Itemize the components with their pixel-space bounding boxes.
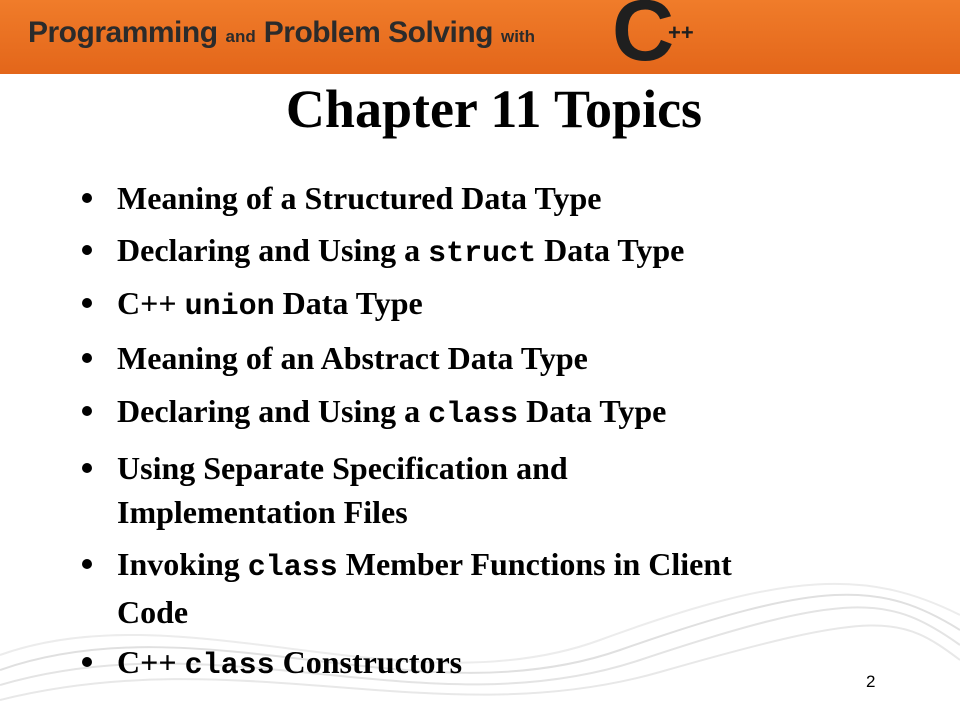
topic-segment: Data Type (274, 285, 423, 321)
logo-plus: ++ (668, 20, 694, 45)
topic-text (117, 446, 877, 534)
banner-word-and: and (225, 27, 256, 46)
topic-text (117, 640, 877, 688)
topic-segment: C++ (117, 644, 185, 680)
banner-word-programming: Programming (28, 16, 218, 49)
topic-segment: C++ (117, 285, 185, 321)
topic-segment: Member Functions in Client (337, 546, 732, 582)
header-banner (0, 0, 960, 79)
topic-text (117, 336, 877, 380)
topic-segment: Implementation Files (117, 494, 408, 530)
topic-segment: Using Separate Specification and (117, 450, 568, 486)
bullet-icon (82, 559, 92, 569)
topic-keyword: class (184, 649, 275, 683)
bullet-icon (82, 298, 92, 308)
bullet-icon (82, 406, 92, 416)
bullet-icon (82, 657, 92, 667)
topic-segment: Meaning of an Abstract Data Type (117, 340, 588, 376)
topic-text (117, 228, 877, 276)
topic-text (117, 176, 877, 220)
topic-segment: Code (117, 594, 189, 630)
topic-keyword: class (428, 398, 519, 432)
topic-text (117, 389, 877, 437)
logo-letter: C (612, 0, 675, 79)
bullet-icon (82, 353, 92, 363)
topic-segment: Meaning of a Structured Data Type (117, 180, 602, 216)
bullet-icon (82, 463, 92, 473)
topic-segment: Declaring and Using a (117, 393, 429, 429)
topic-keyword: union (184, 290, 275, 324)
topic-segment: Data Type (536, 232, 685, 268)
topic-text (117, 281, 877, 329)
topic-text (117, 542, 877, 634)
banner-word-problem-solving: Problem Solving (263, 16, 493, 49)
topic-keyword: struct (428, 237, 537, 271)
topic-segment: Data Type (518, 393, 667, 429)
topic-keyword: class (247, 551, 338, 585)
banner-word-with: with (500, 27, 535, 46)
topic-segment: Declaring and Using a (117, 232, 429, 268)
page-number: 2 (866, 672, 876, 691)
slide-title: Chapter 11 Topics (285, 79, 703, 139)
bullet-icon (82, 193, 92, 203)
bullet-icon (82, 245, 92, 255)
banner-title (28, 16, 543, 50)
topic-segment: Constructors (274, 644, 463, 680)
topic-segment: Invoking (117, 546, 248, 582)
cpp-logo (612, 0, 712, 79)
